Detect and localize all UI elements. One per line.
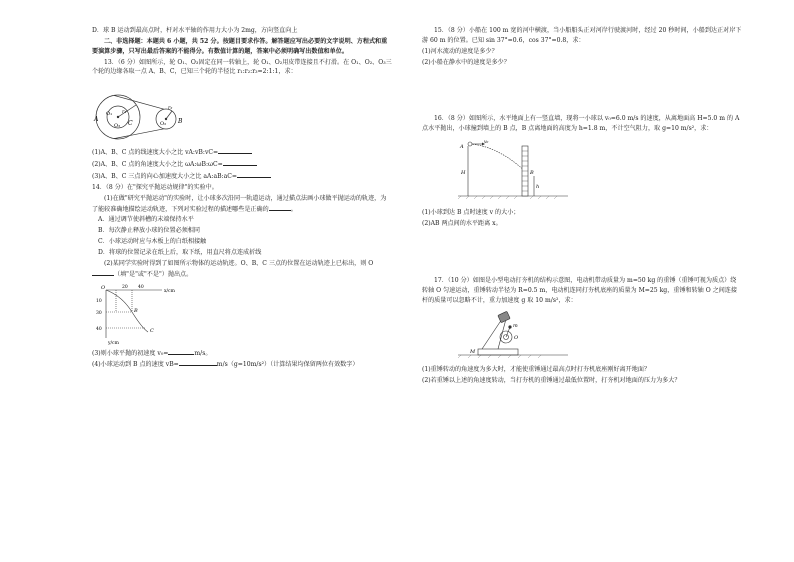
left-column [92,26,392,371]
q17-stem: 17．（10 分）如图是小型电动打夯机的结构示意图，电动机带动质量为 m=50 kg 的重锤（重锤可视为质点）绕转轴 O 匀速运动，重锤转动半径为 R=0.5 m，电动机连同打夯机底座的质量为 M=25 kg，重锤和转轴 O 之间连接杆的质量可以忽略不计，重力加速度 g 取 10 m/s²，求： [422,276,737,304]
q17-part-2: (2)若重锤以上述的角速度转动，当打夯机的重锤通过最低位置时，打夯机对地面的压力为多大？ [422,377,681,385]
section-2-heading: 二、非选择题：本题共 6 小题，共 52 分。按题目要求作答。解答题应写出必要的文字说明、方程式和重要演算步骤，只写出最后答案的不能得分。有数值计算的题，答案中必须明确写出数值和单位。 [92,37,388,55]
q12-option-d: D．球 B 运动到最高点时，杆对水平轴的作用力大小为 2mg，方向竖直向上 [92,27,298,34]
tick-x-20: 20 [122,284,128,290]
right-column [422,26,742,387]
label-a: A [94,116,99,124]
label-o2: O₂ [160,121,167,128]
q13-part-2: (2)A、B、C 点的角速度大小之比 ωA:ωB:ωC= [92,159,392,170]
tick-x-40: 40 [138,284,144,290]
q14-part-1: (1)在做"研究平抛运动"的实验时，让小球多次沿同一轨道运动，通过描点法画小球做平抛运动的轨迹，为了能较准确地描绘运动轨迹，下列对实验过程的描述哪些是正确的 。 [92,194,387,213]
label-b: B [530,170,534,177]
label-h-small: h [536,184,540,191]
trajectory-curve [470,144,526,172]
answer-space [422,230,742,276]
y-axis-unit: y/cm [108,340,119,346]
label-r2: r₂ [168,105,173,112]
q14-option-b: B．每次静止释放小球的位置必须相同 [98,227,200,235]
q14-option-a: A．通过调节使斜槽的末端保持水平 [98,216,194,224]
q13-pulley-figure [92,79,192,145]
label-c: C [128,120,133,128]
label-o1: O₁ [106,111,113,118]
q14-option-c: C．小球运动时应与木板上的白纸相接触 [98,238,207,246]
label-b: B [178,118,183,126]
q15-part-1: (1)河水流动的速度是多少？ [422,47,498,55]
label-c: C [150,327,154,334]
q14-option-d: D．将球的位置记录在纸上后，取下纸，用直尺将点连成折线 [98,249,262,257]
base-plate [478,349,518,355]
q13-part-1: (1)A、B、C 点的线速度大小之比 vA:vB:vC= [92,147,392,158]
q13-part-3: (3)A、B、C 三点的向心加速度大小之比 aA:aB:aC= [92,171,392,182]
label-o3: O₃ [114,123,121,130]
label-h-big: H [461,170,466,177]
label-a: A [460,144,464,151]
label-o: O [514,335,519,342]
label-m-big: M [470,349,476,356]
label-r1: r₁ [122,109,127,116]
q14-stem: 14．（8 分）在"探究平抛运动规律"的实验中。 [92,183,218,191]
tick-y-10: 10 [96,298,102,304]
tick-y-30: 30 [96,310,102,316]
q14-part-4: (4)小球运动到 B 点的速度 vB= m/s（g=10m/s²）（计算结果均保留两位有效数字） [92,361,359,369]
label-v0: v₀ [484,140,489,146]
q14-part-3: (3)则小球平抛的初速度 v₀= m/s。 [92,349,212,357]
q14-trajectory-figure [92,282,202,346]
q17-rammer-figure [458,307,578,363]
ball [468,142,472,146]
q15-stem: 15．（8 分）小船在 100 m 宽的河中横渡，当小船船头正对河岸行驶渡河时，经过 20 秒时间，小船到达正对岸下游 60 m 的位置。已知 sin 37°=0.6，cos 37°=0.8，求： [422,27,742,44]
q16-wall-figure [458,136,588,206]
q16-part-1: (1)小球到达 B 点时速度 v 的大小； [422,209,520,217]
hammer-head [498,312,510,323]
answer-space [422,68,742,114]
q17-part-1: (1)重锤转动的角速度为多大时，才能使重锤通过最高点时打夯机底座刚好离开地面？ [422,366,651,374]
label-m-small: m [513,323,518,330]
q13-stem: 13．（6 分）如图所示，轮 O₁、O₃固定在同一转轴上，轮 O₁、O₂用皮带连接且不打滑。在 O₁、O₂、O₃三个轮的边缘各取一点 A、B、C，已知三个轮的半径比 r₁:r₂:r₃=2:1:1，求： [92,58,392,76]
x-axis-unit: x/cm [164,288,175,294]
q15-part-2: (2)小船在静水中的速度是多少？ [422,58,510,66]
q14-part-2: (2)某同学实验时得到了如图所示物体的运动轨迹。O、B、C 三点的位置在运动轨迹上已标出，则 O（填"是"或"不是"）抛出点。 [92,259,392,280]
q16-part-2: (2)AB 两点间的水平距离 x。 [422,220,502,228]
label-b: B [134,307,138,314]
trajectory-curve [106,290,148,332]
label-o: O [101,284,106,291]
q16-stem: 16．（8 分）如图所示，水平地面上有一竖直墙，现将一小球以 v₀=6.0 m/s 的速度，从离地面高 H=5.0 m 的 A 点水平抛出，小球撞到墙上的 B 点，B 点离地面的高度为 h=1.8 m，不计空气阻力，取 g=10 m/s²，求： [422,115,740,133]
tick-y-40: 40 [96,326,102,332]
